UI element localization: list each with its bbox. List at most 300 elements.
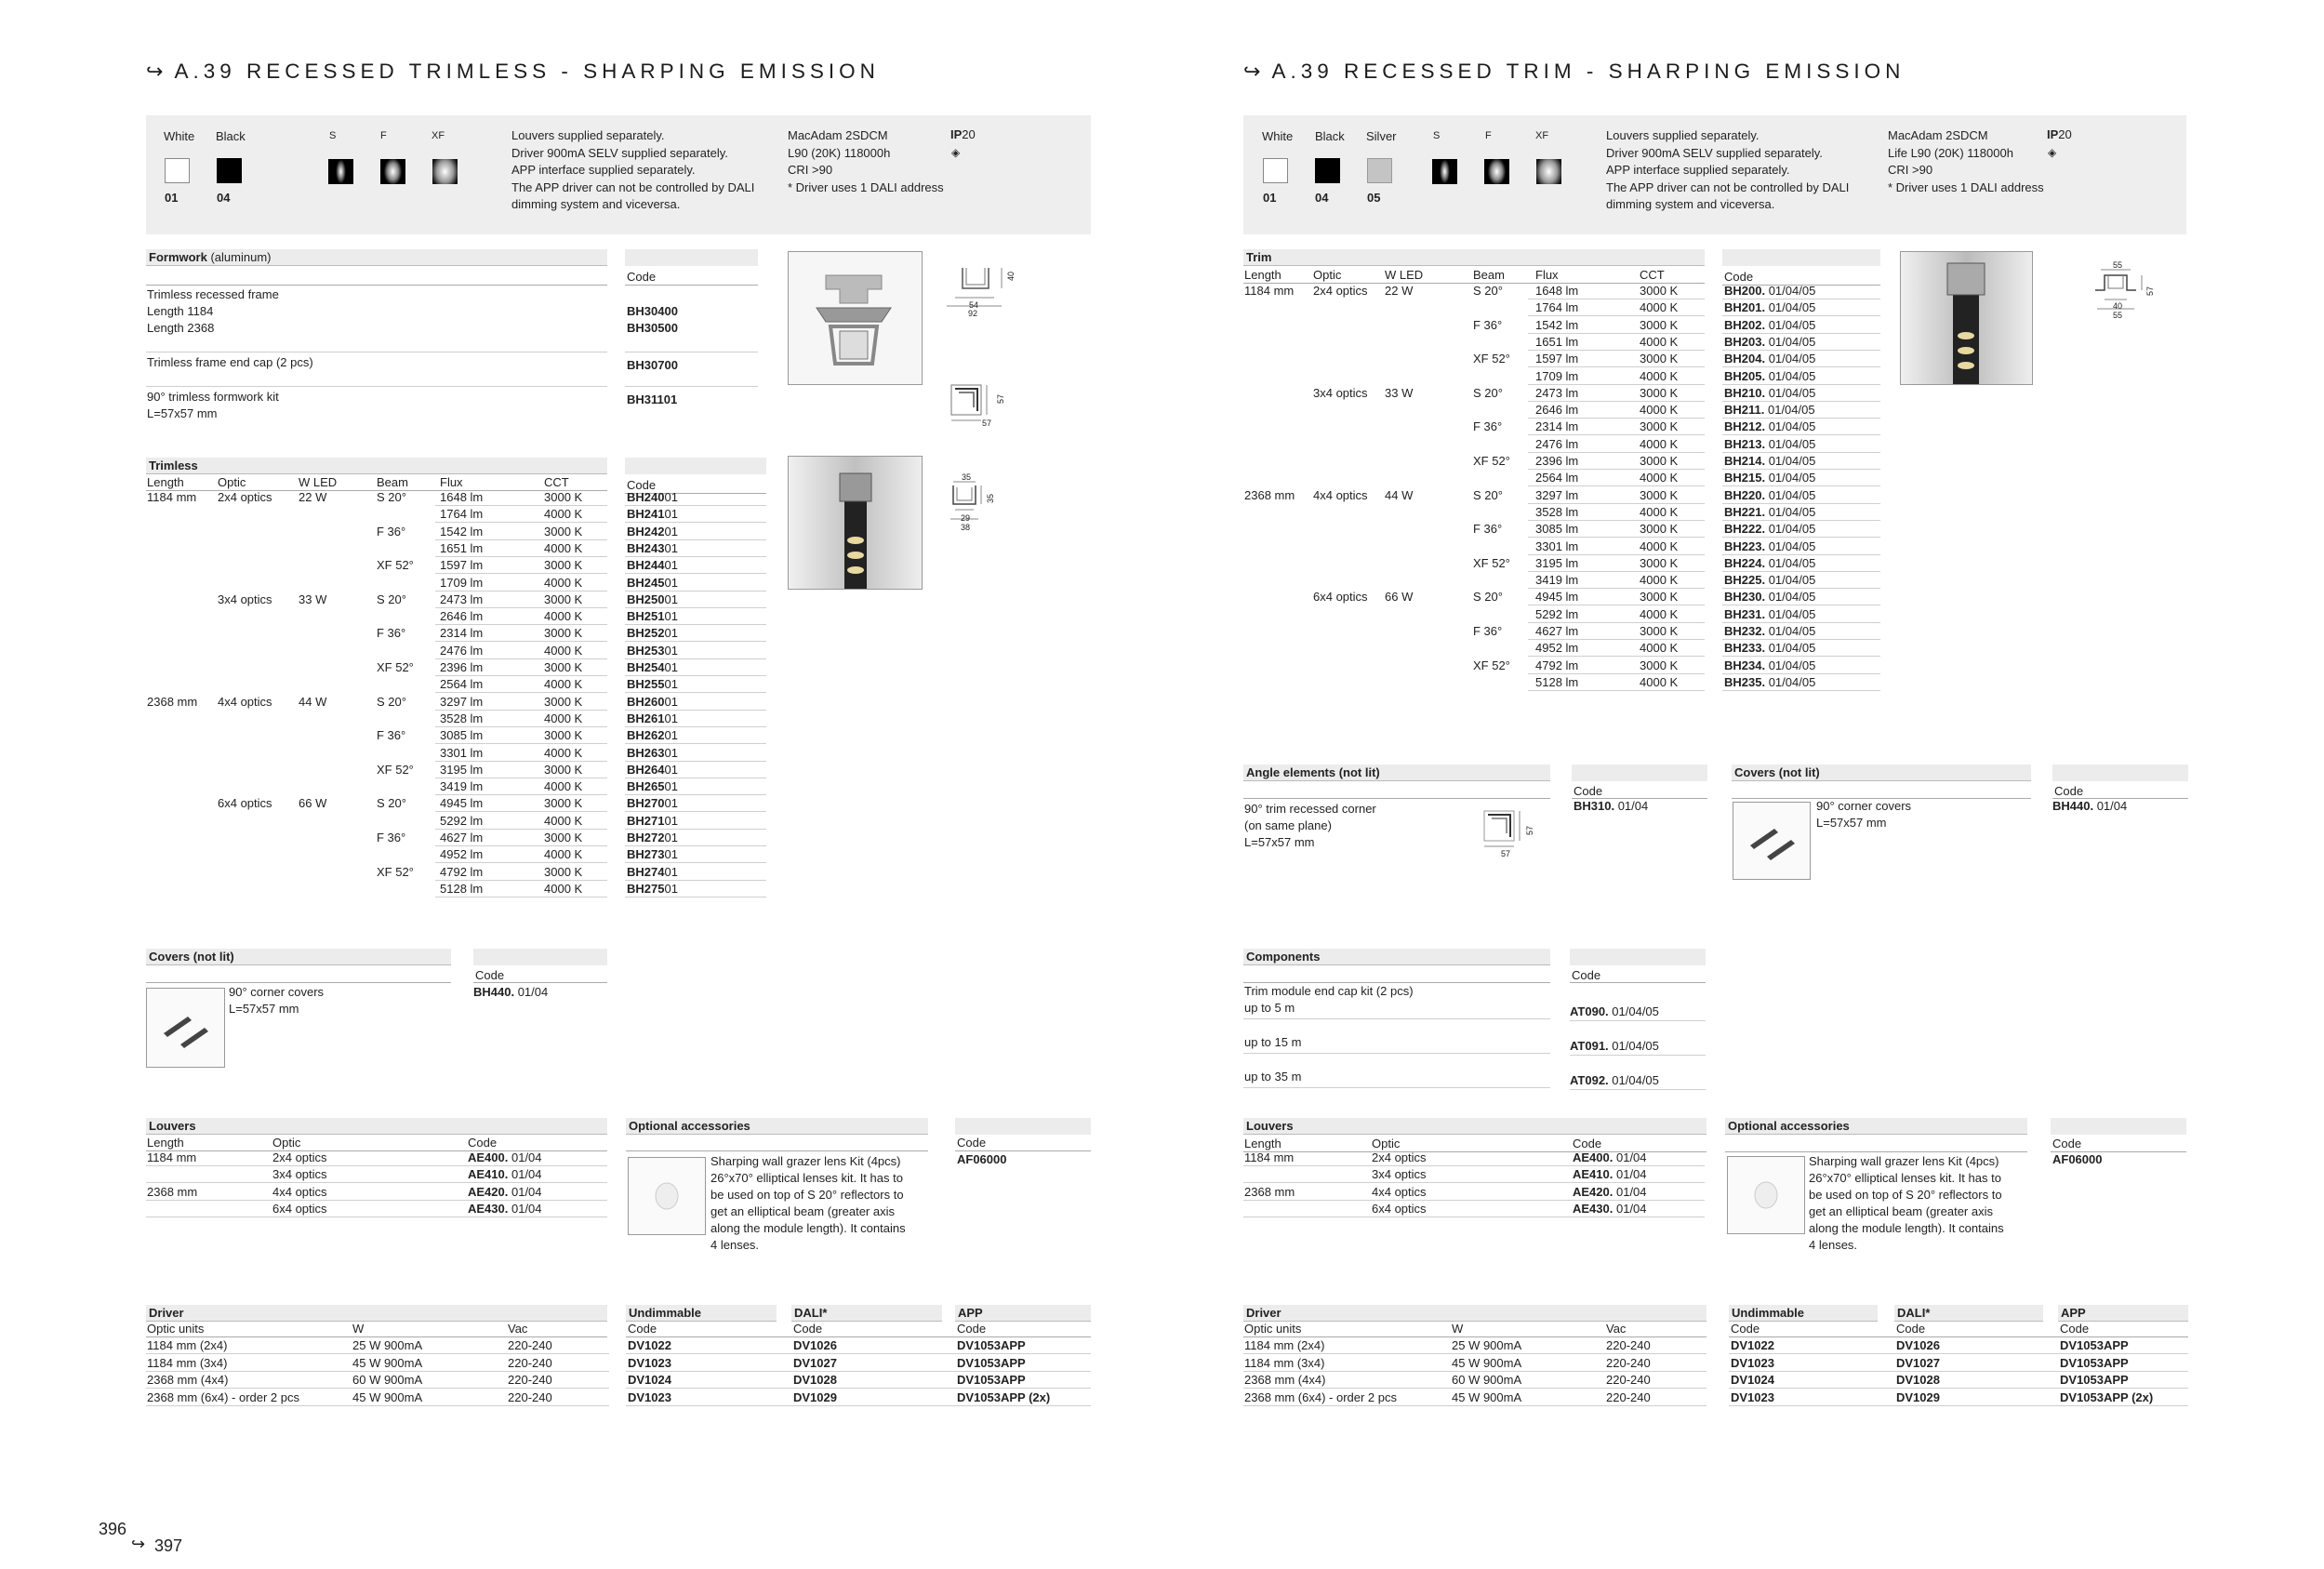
- arrow-icon: ↪: [1243, 60, 1261, 83]
- table-cell: 4627 lm: [440, 831, 484, 844]
- table-cell: 1184 mm (2x4): [147, 1338, 228, 1352]
- product-code-base: BH245: [627, 575, 665, 590]
- table-cell: 3000 K: [1640, 419, 1679, 434]
- table-cell: 2x4 optics: [272, 1150, 327, 1164]
- table-cell: 2368 mm: [1244, 1184, 1295, 1199]
- product-code-base: BH241: [627, 507, 665, 522]
- product-code: [1724, 419, 1815, 435]
- table-cell: 3000 K: [544, 490, 583, 504]
- table-cell: up to 35 m: [1244, 1070, 1302, 1084]
- product-code: [1573, 1201, 1647, 1217]
- formwork-code: BH31101: [627, 392, 678, 406]
- product-code-base: BH273: [627, 847, 665, 862]
- product-code-suffix: 01/04/05: [1608, 1004, 1659, 1018]
- table-cell: 2368 mm: [147, 694, 198, 709]
- finish-swatch-silver: [1367, 158, 1392, 183]
- angle-code: BH310.: [1574, 799, 1615, 813]
- driver-code: DV1027: [1896, 1355, 1940, 1370]
- table-cell: 3000 K: [544, 626, 583, 641]
- table-cell: 3297 lm: [1535, 487, 1579, 502]
- table-cell: S 20°: [377, 490, 406, 504]
- table-cell: 2473 lm: [1535, 385, 1579, 400]
- page-number-right: 397: [154, 1536, 183, 1555]
- ip-value: 20: [962, 127, 976, 141]
- row-divider: [1570, 1089, 1706, 1090]
- table-cell: 1709 lm: [1535, 368, 1579, 383]
- formwork-frame-image: [788, 251, 923, 385]
- product-code-base: BH265: [627, 779, 665, 794]
- covers-image: [1733, 802, 1811, 880]
- product-code: [1724, 487, 1815, 504]
- product-code-base: AE410.: [468, 1167, 509, 1182]
- arrow-icon: ↪: [146, 60, 164, 83]
- product-code: [627, 745, 678, 762]
- product-code-suffix: 01: [664, 626, 678, 641]
- product-code-suffix: 01/04/05: [1764, 403, 1815, 418]
- table-cell: 3000 K: [1640, 352, 1679, 366]
- table-cell: XF 52°: [377, 762, 414, 777]
- table-cell: 33 W: [299, 592, 327, 606]
- page-number-left: 396: [99, 1520, 127, 1538]
- divider: [1243, 798, 1550, 799]
- components-code-header: Code: [1572, 968, 1601, 982]
- components-header: Components: [1243, 949, 1550, 965]
- product-code-base: BH212.: [1724, 419, 1766, 434]
- covers-label: 90° corner covers: [229, 985, 325, 999]
- product-code: [627, 540, 678, 557]
- code-header-bg: [1722, 249, 1880, 266]
- finish-swatch-white: [165, 158, 190, 183]
- product-code-suffix: 01/04/05: [1765, 573, 1816, 588]
- col-header-optic: Optic: [1313, 268, 1342, 282]
- table-cell: 2368 mm: [1244, 487, 1295, 502]
- table-cell: 4000 K: [544, 847, 583, 862]
- table-cell: F 36°: [1473, 624, 1503, 638]
- product-code-base: AT091.: [1570, 1039, 1609, 1053]
- product-code-suffix: 01: [664, 881, 678, 896]
- product-code: [627, 557, 678, 574]
- finish-code-05: 05: [1367, 191, 1381, 205]
- table-cell: 3000 K: [1640, 624, 1679, 638]
- corner-covers-icon: [1733, 803, 1810, 879]
- table-cell: 2x4 optics: [1313, 284, 1368, 298]
- col-header-vac: Vac: [508, 1322, 528, 1336]
- right-notes: [1606, 127, 1849, 214]
- table-cell: 4000 K: [1640, 403, 1679, 418]
- table-cell: 2646 lm: [440, 609, 484, 624]
- product-code-base: BH253: [627, 643, 665, 658]
- driver-code: DV1024: [1731, 1373, 1774, 1387]
- row-divider: [1243, 1018, 1550, 1019]
- product-code-suffix: 01/04/05: [1765, 385, 1816, 400]
- table-cell: XF 52°: [377, 558, 414, 573]
- table-cell: 3528 lm: [1535, 504, 1579, 519]
- formwork-note: (aluminum): [210, 250, 272, 264]
- beam-s-icon: [1432, 159, 1457, 184]
- driver-header: Driver: [146, 1305, 607, 1322]
- beam-xf-icon: [1536, 159, 1561, 184]
- product-code: [1724, 402, 1815, 419]
- product-code: [468, 1166, 542, 1183]
- product-code: [1724, 674, 1815, 691]
- table-cell: 3000 K: [544, 831, 583, 844]
- product-code: [1570, 1072, 1659, 1089]
- beam-label-s: S: [329, 130, 337, 141]
- product-code-suffix: 01/04: [1613, 1184, 1647, 1199]
- product-code: [1724, 521, 1815, 538]
- formwork-title: Formwork: [149, 250, 207, 264]
- product-code: [1724, 572, 1815, 589]
- table-cell: 2473 lm: [440, 592, 484, 606]
- table-cell: 4000 K: [544, 575, 583, 590]
- table-cell: 4000 K: [544, 643, 583, 658]
- product-code: [627, 881, 678, 898]
- product-code-suffix: 01/04: [1613, 1150, 1647, 1164]
- driver-code: DV1029: [793, 1389, 837, 1404]
- product-code-base: BH205.: [1724, 368, 1766, 383]
- table-cell: 44 W: [1385, 487, 1414, 502]
- col-header-flux: Flux: [440, 475, 463, 489]
- product-code: [627, 762, 678, 778]
- covers-sub: L=57x57 mm: [229, 1002, 299, 1016]
- dali-header: DALI*: [1894, 1305, 2043, 1322]
- angle-sub: L=57x57 mm: [1244, 835, 1315, 849]
- product-code-base: BH200.: [1724, 284, 1766, 298]
- accessories-code: AF06000: [957, 1152, 1007, 1166]
- product-code-base: BH210.: [1724, 385, 1766, 400]
- product-code: [1724, 470, 1815, 486]
- table-cell: 5128 lm: [440, 881, 484, 896]
- accessories-header: Optional accessories: [1725, 1118, 2027, 1135]
- table-cell: 2368 mm (4x4): [147, 1373, 229, 1387]
- code-header-bg: [625, 249, 758, 266]
- covers-code: BH440.: [473, 985, 515, 999]
- louvers-header: Louvers: [146, 1118, 607, 1135]
- product-code-base: BH220.: [1724, 487, 1766, 502]
- covers-code: BH440.: [2052, 799, 2094, 813]
- spec-line: CRI >90: [788, 163, 833, 177]
- product-code-suffix: 01: [664, 694, 678, 709]
- product-code-suffix: 01/04/05: [1765, 624, 1816, 638]
- table-cell: 3000 K: [1640, 317, 1679, 332]
- right-page: [1243, 0, 2266, 1569]
- code-header-bg: [625, 458, 766, 474]
- product-code-base: BH255: [627, 677, 665, 692]
- dim-label: 29: [961, 513, 971, 523]
- table-cell: 2564 lm: [440, 677, 484, 692]
- accessories-code-header: Code: [2052, 1137, 2082, 1150]
- code-header: Code: [1896, 1322, 1926, 1336]
- table-cell: 3x4 optics: [218, 592, 272, 606]
- covers-label: 90° corner covers: [1816, 799, 1912, 813]
- product-code-base: BH243: [627, 540, 665, 555]
- product-code-suffix: 01: [664, 558, 678, 573]
- formwork-code: BH30700: [627, 358, 678, 372]
- table-cell: 4x4 optics: [1313, 487, 1368, 502]
- table-cell: 4000 K: [544, 540, 583, 555]
- accessories-desc: get an elliptical beam (greater axis: [710, 1204, 895, 1218]
- product-code-base: AT092.: [1570, 1073, 1609, 1087]
- accessories-desc: 4 lenses.: [1809, 1238, 1858, 1252]
- formwork-item-sub: L=57x57 mm: [147, 406, 218, 420]
- product-code: [627, 694, 678, 711]
- spec-line: L90 (20K) 118000h: [788, 145, 891, 160]
- driver-code: DV1053APP: [2060, 1338, 2129, 1352]
- table-cell: 66 W: [299, 796, 327, 811]
- finish-code-04: 04: [1315, 191, 1329, 205]
- beam-s-icon: [328, 159, 353, 184]
- note-line: APP interface supplied separately.: [1606, 163, 1790, 177]
- dali-header: DALI*: [791, 1305, 942, 1322]
- product-code-suffix: 01/04/05: [1765, 504, 1816, 519]
- table-cell: 4000 K: [1640, 641, 1679, 656]
- divider: [625, 386, 758, 387]
- product-code-base: BH222.: [1724, 522, 1766, 537]
- table-cell: 3000 K: [1640, 522, 1679, 537]
- product-code-base: AE410.: [1573, 1167, 1614, 1182]
- table-cell: 1184 mm (3x4): [147, 1355, 228, 1370]
- lens-kit-image: [628, 1157, 706, 1235]
- louvers-header: Louvers: [1243, 1118, 1706, 1135]
- table-cell: 4000 K: [1640, 573, 1679, 588]
- table-cell: 4000 K: [544, 745, 583, 760]
- product-code-suffix: 01/04: [1613, 1167, 1647, 1182]
- table-cell: 6x4 optics: [1313, 590, 1368, 605]
- code-header-bg: [2052, 765, 2188, 781]
- product-code: [627, 813, 678, 830]
- formwork-code-header: Code: [627, 270, 657, 284]
- formwork-item-label: 90° trimless formwork kit: [147, 390, 279, 404]
- table-cell: F 36°: [377, 626, 406, 641]
- beam-label-f: F: [380, 130, 387, 141]
- table-cell: 3x4 optics: [1372, 1167, 1427, 1182]
- table-cell: 220-240: [508, 1373, 552, 1387]
- product-code-suffix: 01: [664, 779, 678, 794]
- table-cell: 4000 K: [544, 711, 583, 725]
- table-cell: 44 W: [299, 694, 327, 709]
- table-cell: 4000 K: [1640, 436, 1679, 451]
- col-header-cct: CCT: [544, 475, 569, 489]
- product-code-base: AE430.: [1573, 1201, 1614, 1216]
- table-cell: 3000 K: [1640, 590, 1679, 605]
- table-cell: 25 W 900mA: [1452, 1338, 1522, 1352]
- product-code: [627, 778, 678, 795]
- table-cell: 4952 lm: [1535, 641, 1579, 656]
- table-cell: F 36°: [377, 728, 406, 743]
- product-code-suffix: 01: [664, 540, 678, 555]
- covers-sub: L=57x57 mm: [1816, 816, 1887, 830]
- table-cell: 2646 lm: [1535, 403, 1579, 418]
- product-code-suffix: 01/04/05: [1765, 419, 1816, 434]
- product-code-base: BH203.: [1724, 334, 1766, 349]
- product-code-suffix: 01: [664, 762, 678, 777]
- col-header-optic-units: Optic units: [1244, 1322, 1302, 1336]
- product-code-suffix: 01: [664, 711, 678, 725]
- table-cell: S 20°: [377, 592, 406, 606]
- ip-value: 20: [2058, 127, 2072, 141]
- product-code-suffix: 01/04/05: [1765, 487, 1816, 502]
- table-cell: 4000 K: [544, 779, 583, 794]
- driver-code: DV1023: [628, 1389, 671, 1404]
- table-cell: 2396 lm: [1535, 454, 1579, 468]
- finish-label-silver: Silver: [1366, 129, 1397, 143]
- product-code-suffix: 01/04/05: [1608, 1073, 1659, 1087]
- code-header-bg: [955, 1118, 1091, 1135]
- table-cell: 3000 K: [544, 592, 583, 606]
- col-header-w: W: [1452, 1322, 1464, 1336]
- product-code: [627, 575, 678, 592]
- table-cell: 4000 K: [1640, 471, 1679, 485]
- note-line: Driver 900mA SELV supplied separately.: [1606, 145, 1823, 160]
- product-code-base: BH271: [627, 813, 665, 828]
- table-cell: 3085 lm: [440, 728, 484, 743]
- product-code-base: BH251: [627, 609, 665, 624]
- accessories-desc: along the module length). It contains: [1809, 1221, 2004, 1235]
- table-cell: 220-240: [1606, 1389, 1651, 1404]
- trimless-code-header: Code: [627, 478, 657, 492]
- divider: [625, 285, 758, 286]
- table-cell: S 20°: [1473, 590, 1503, 605]
- spec-line: Life L90 (20K) 118000h: [1888, 145, 2013, 160]
- product-code: [468, 1150, 542, 1166]
- product-code-base: AE430.: [468, 1201, 509, 1216]
- right-title-text: A.39 RECESSED TRIM - SHARPING EMISSION: [1271, 60, 1906, 83]
- driver-code: DV1053APP: [957, 1338, 1026, 1352]
- table-cell: 3000 K: [544, 762, 583, 777]
- code-header-bg: [2051, 1118, 2186, 1135]
- left-info-box: [146, 115, 1091, 234]
- table-cell: 1184 mm (3x4): [1244, 1355, 1325, 1370]
- table-cell: 3000 K: [1640, 487, 1679, 502]
- table-cell: 3000 K: [544, 694, 583, 709]
- accessories-desc: be used on top of S 20° reflectors to: [1809, 1188, 2002, 1202]
- spec-line: MacAdam 2SDCM: [788, 128, 888, 142]
- row-divider: [625, 897, 766, 898]
- col-header-optic: Optic: [272, 1136, 301, 1150]
- table-cell: 1764 lm: [440, 507, 484, 522]
- table-cell: 4000 K: [544, 813, 583, 828]
- formwork-item-label: Trimless frame end cap (2 pcs): [147, 355, 313, 369]
- formwork-profile-dimension: [942, 260, 1044, 326]
- right-info-box: [1243, 115, 2186, 234]
- louvers-code-header: Code: [1573, 1137, 1602, 1150]
- spec-line: MacAdam 2SDCM: [1888, 128, 1988, 142]
- table-cell: 45 W 900mA: [1452, 1389, 1522, 1404]
- beam-xf-icon: [432, 159, 458, 184]
- table-cell: 1542 lm: [1535, 317, 1579, 332]
- table-cell: 3000 K: [544, 558, 583, 573]
- table-cell: 2476 lm: [1535, 436, 1579, 451]
- divider: [626, 1150, 928, 1151]
- finish-label-white: White: [164, 129, 195, 143]
- product-code-suffix: 01: [664, 813, 678, 828]
- accessories-desc: 4 lenses.: [710, 1238, 760, 1252]
- product-code-base: BH262: [627, 728, 665, 743]
- driver-code: DV1053APP: [2060, 1355, 2129, 1370]
- louvers-code-header: Code: [468, 1136, 498, 1150]
- left-page: [146, 0, 1169, 1569]
- table-cell: 3000 K: [1640, 284, 1679, 298]
- beam-f-icon: [380, 159, 405, 184]
- row-divider: [1570, 1020, 1706, 1021]
- table-cell: 22 W: [299, 490, 327, 504]
- driver-code: DV1022: [1731, 1338, 1774, 1352]
- code-header-bg: [473, 949, 607, 965]
- divider: [146, 285, 607, 286]
- product-code-base: BH240: [627, 490, 665, 504]
- product-code-suffix: 01: [664, 847, 678, 862]
- product-code-base: BH264: [627, 762, 665, 777]
- dim-label: 57: [1501, 849, 1511, 858]
- covers-header: Covers (not lit): [1732, 765, 2031, 781]
- product-code-suffix: 01: [664, 609, 678, 624]
- formwork-code: BH30400: [627, 304, 678, 318]
- product-code-base: BH213.: [1724, 436, 1766, 451]
- col-header-cct: CCT: [1640, 268, 1665, 282]
- table-cell: 4000 K: [1640, 334, 1679, 349]
- product-code-base: BH275: [627, 881, 665, 896]
- table-cell: 3000 K: [544, 796, 583, 811]
- product-code-suffix: 01: [664, 507, 678, 522]
- table-cell: 220-240: [508, 1355, 552, 1370]
- dim-label: 40: [1006, 271, 1016, 282]
- app-header: APP: [955, 1305, 1091, 1322]
- ip-rating: [2047, 127, 2072, 141]
- driver-code: DV1053APP: [2060, 1373, 2129, 1387]
- row-divider: [1243, 1405, 1706, 1406]
- product-code-base: BH201.: [1724, 300, 1766, 315]
- finish-code-04: 04: [217, 191, 231, 205]
- table-cell: 4792 lm: [440, 864, 484, 879]
- trim-code-header: Code: [1724, 270, 1754, 284]
- table-cell: 22 W: [1385, 284, 1414, 298]
- note-line: dimming system and viceversa.: [511, 197, 681, 211]
- accessories-code-header: Code: [957, 1136, 987, 1150]
- finish-label-black: Black: [1315, 129, 1345, 143]
- code-header: Code: [628, 1322, 657, 1336]
- note-line: dimming system and viceversa.: [1606, 197, 1775, 211]
- col-header-length: Length: [1244, 1137, 1282, 1150]
- formwork-header: [146, 249, 607, 266]
- dim-label: 55: [2113, 260, 2123, 270]
- accessories-desc: get an elliptical beam (greater axis: [1809, 1204, 1993, 1218]
- table-cell: 4000 K: [1640, 504, 1679, 519]
- product-code-suffix: 01/04: [508, 1184, 542, 1199]
- table-cell: XF 52°: [1473, 454, 1510, 468]
- table-cell: 6x4 optics: [1372, 1201, 1427, 1216]
- accessories-header: Optional accessories: [626, 1118, 928, 1135]
- finish-code-01: 01: [165, 191, 179, 205]
- product-code-suffix: 01/04/05: [1765, 368, 1816, 383]
- table-cell: 1597 lm: [1535, 352, 1579, 366]
- col-header-vac: Vac: [1606, 1322, 1627, 1336]
- code-header-bg: [1572, 765, 1707, 781]
- table-cell: 3085 lm: [1535, 522, 1579, 537]
- row-divider: [435, 897, 607, 898]
- table-cell: 3000 K: [1640, 555, 1679, 570]
- accessories-label: Sharping wall grazer lens Kit (4pcs): [1809, 1154, 1999, 1168]
- product-code-base: BH254: [627, 660, 665, 674]
- table-cell: 4000 K: [1640, 368, 1679, 383]
- col-header-flux: Flux: [1535, 268, 1559, 282]
- table-cell: 1651 lm: [1535, 334, 1579, 349]
- formwork-kit-dimension: [944, 381, 1018, 437]
- table-cell: 4000 K: [1640, 300, 1679, 315]
- table-cell: XF 52°: [1473, 352, 1510, 366]
- dim-label: 57: [996, 393, 1006, 405]
- table-cell: 2476 lm: [440, 643, 484, 658]
- table-cell: 4000 K: [1640, 539, 1679, 553]
